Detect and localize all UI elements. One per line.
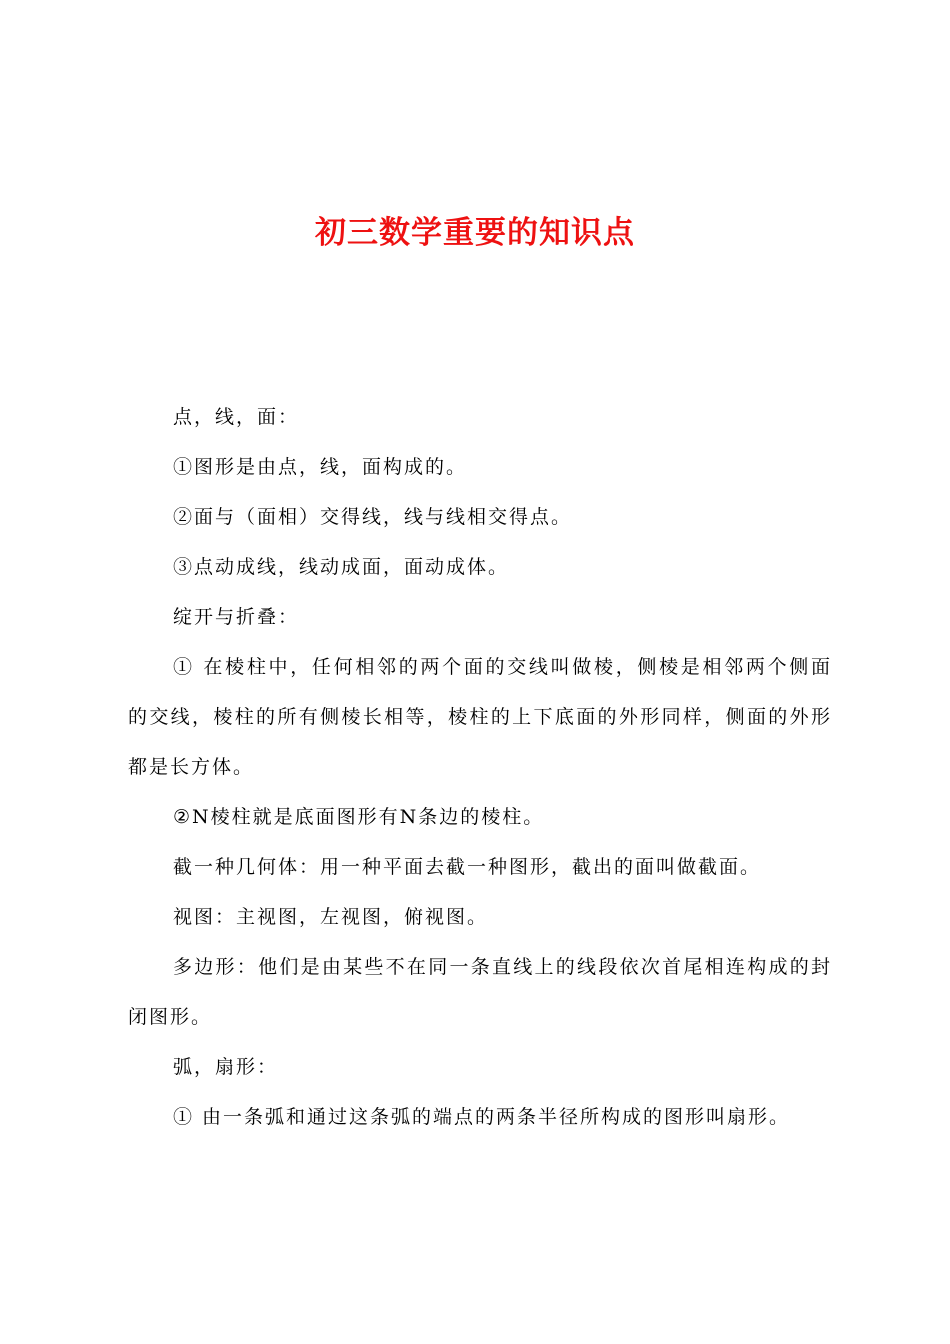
paragraph-item-3: ③点动成线，线动成面，面动成体。: [173, 556, 510, 578]
paragraph-item-2: ②面与（面相）交得线，线与线相交得点。: [173, 506, 573, 528]
paragraph-unfold-fold: 绽开与折叠：: [173, 606, 300, 628]
paragraph-sector-definition: ① 由一条弧和通过这条弧的端点的两条半径所构成的图形叫扇形。: [173, 1106, 791, 1128]
document-body: [128, 392, 832, 1142]
document-title: 初三数学重要的知识点: [315, 215, 635, 251]
paragraph-cross-section: 截一种几何体：用一种平面去截一种图形，截出的面叫做截面。: [173, 856, 762, 878]
paragraph-arc-sector: 弧，扇形：: [173, 1056, 279, 1078]
paragraph-views: 视图：主视图，左视图，俯视图。: [173, 906, 489, 928]
paragraph-item-1: ①图形是由点，线，面构成的。: [173, 456, 468, 478]
paragraph-polygon: 多边形：他们是由某些不在同一条直线上的线段依次首尾相连构成的封闭图形。: [128, 956, 832, 1028]
paragraph-points-lines-surfaces: 点，线，面：: [173, 406, 300, 428]
paragraph-prism-definition: ① 在棱柱中，任何相邻的两个面的交线叫做棱，侧棱是相邻两个侧面的交线，棱柱的所有侧棱长相等，棱柱的上下底面的外形同样，侧面的外形都是长方体。: [128, 656, 832, 778]
paragraph-n-prism: ②N棱柱就是底面图形有N条边的棱柱。: [173, 806, 545, 828]
